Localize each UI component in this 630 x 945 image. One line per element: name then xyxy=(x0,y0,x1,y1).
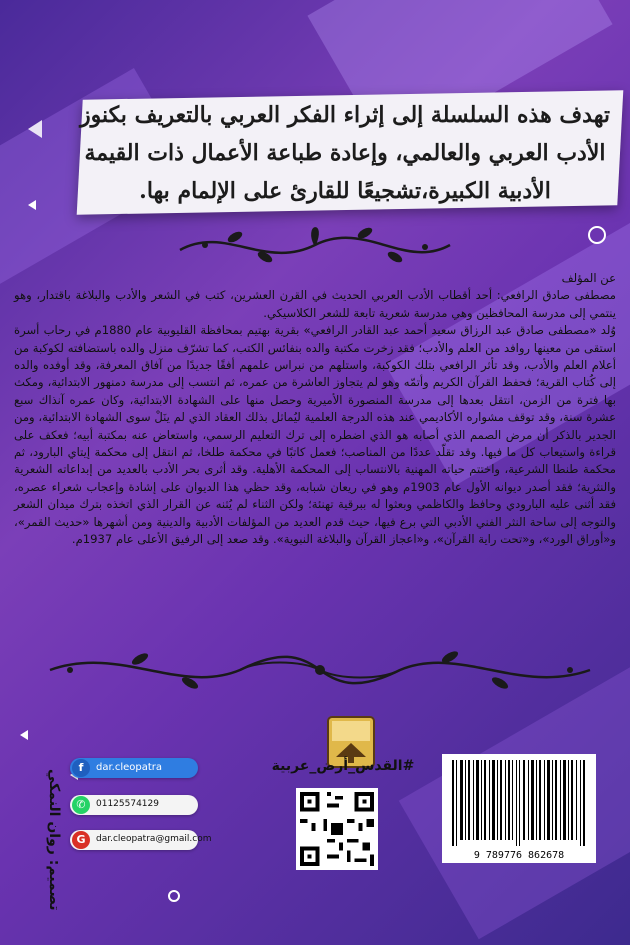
whatsapp-contact[interactable] xyxy=(70,795,198,815)
barcode xyxy=(442,754,596,850)
whatsapp-number: 01125574129 xyxy=(96,799,159,809)
qr-code xyxy=(296,788,378,870)
email-contact[interactable] xyxy=(70,830,212,850)
triangle-decoration xyxy=(20,730,28,740)
about-author-heading: عن المؤلف xyxy=(561,271,616,285)
bottom-vine-ornament xyxy=(40,635,600,705)
circle-decoration xyxy=(168,890,180,902)
top-vine-ornament xyxy=(175,215,455,275)
circle-decoration xyxy=(588,226,606,244)
gmail-icon: G xyxy=(72,831,90,849)
facebook-icon: f xyxy=(72,759,90,777)
hashtag-text: #القدس_أرض_عربية xyxy=(271,758,415,774)
facebook-contact[interactable] xyxy=(70,758,198,778)
facebook-handle: dar.cleopatra xyxy=(96,762,163,773)
series-tagline: تهدف هذه السلسلة إلى إثراء الفكر العربي بالتعريف بكنوز الأدب العربي والعالمي، وإعادة طباعة الأعمال ذات القيمة الأدبية الكبيرة،تشجيعًا للقارئ على الإلمام بها. xyxy=(80,102,610,204)
barcode-number: 9 789776 862678 xyxy=(442,850,596,863)
author-intro-paragraph: مصطفى صادق الرافعي: أحد أقطاب الأدب العربي الحديث في القرن العشرين، كتب في الشعر والأدب والبلاغة باقتدار، وهو ينتمي إلى مدرسة المحافظين وهي مدرسة شعرية تابعة للشعر الكلاسيكي. xyxy=(14,288,616,320)
author-bio-paragraph: وُلد «مصطفى صادق عبد الرزاق سعيد أحمد عبد القادر الرافعي» بقرية بهتيم بمحافظة القليوبية عام 1880م في رحاب أسرة استقى من معينها روافد من العلم والأدب؛ فقد زخرت مكتبة والده بنفائس الكتب، كما تشرّف منزل والده باستضافته لكوكبة من أعلام العلم والأدب، وقد تأثر الرافعي بتلك الكوكبة، واستلهم من نبراس علمهم أفقًا جديدًا من آفاق المعرفة، وقد أوفده والده إلى كُتاب القرية؛ فحفظ القرآن الكريم وأتمّه وهو لم يتجاوز العاشرة من عمره، ثم انتسب إلى مدرسة دمنهور الابتدائية، ومكث بها فترة من الزمن، انتقل بعدها إلى مدرسة المنصورة الأميرية وحصل منها على الشهادة الابتدائية، وكان عمره آنذاك سبع عشرة سنة، وقد توقف مشواره الأكاديمي عند هذه الدرجة العلمية ليُماثل بذلك العقاد الذي لم ينَلْ سوى الشهادة الابتدائية، ومن الجدير بالذكر أن مرض الصمم الذي أصابه هو الذي اضطره إلى ترك التعليم الرسمي، واستعاض عنه بمكتبة أبيه؛ فعكف على قراءة واستيعاب كل ما فيها. وقد تقلّد عددًا من المناصب؛ فعمل كاتبًا في محكمة طلخا، ثم انتقل إلى محكمة إيتاي البارود، ثم محكمة طنطا الشرعية، واختتم حياته المهنية بالانتساب إلى المحكمة الأهلية. وقد أثرى بحر الأدب بالعديد من إبداعاته الشعرية والنثرية؛ فقد أصدر ديوانه الأول عام 1903م وهو في ريعان شبابه، وقد حظي هذا الديوان على إشادة وإعجاب شعراء عصره، فقد أثنى عليه البارودي وحافظ والكاظمي وبعثوا له ببرقية تهنئة؛ ولكن الثناء لم يُثنه عن القرار الذي اتخذه بترك ميدان الشعر والتوجه إلى ساحة النثر الفني الأدبي التي برع فيها، حيث قدم العديد من المؤلفات الأدبية والدينية ومن أشهرها «حديث القمر»، و«أوراق الورد»، و«تحت راية القرآن»، و«اعجاز القرآن والبلاغة النبوية». وقد صعد إلى الرفيق الأعلى عام 1937م. xyxy=(14,323,616,547)
whatsapp-icon: ✆ xyxy=(72,796,90,814)
designer-credit: تصميم: روان النمكي xyxy=(46,768,62,910)
triangle-decoration xyxy=(28,120,42,138)
triangle-decoration xyxy=(28,200,36,210)
about-author-section xyxy=(14,270,616,549)
email-address: dar.cleopatra@gmail.com xyxy=(96,834,212,844)
